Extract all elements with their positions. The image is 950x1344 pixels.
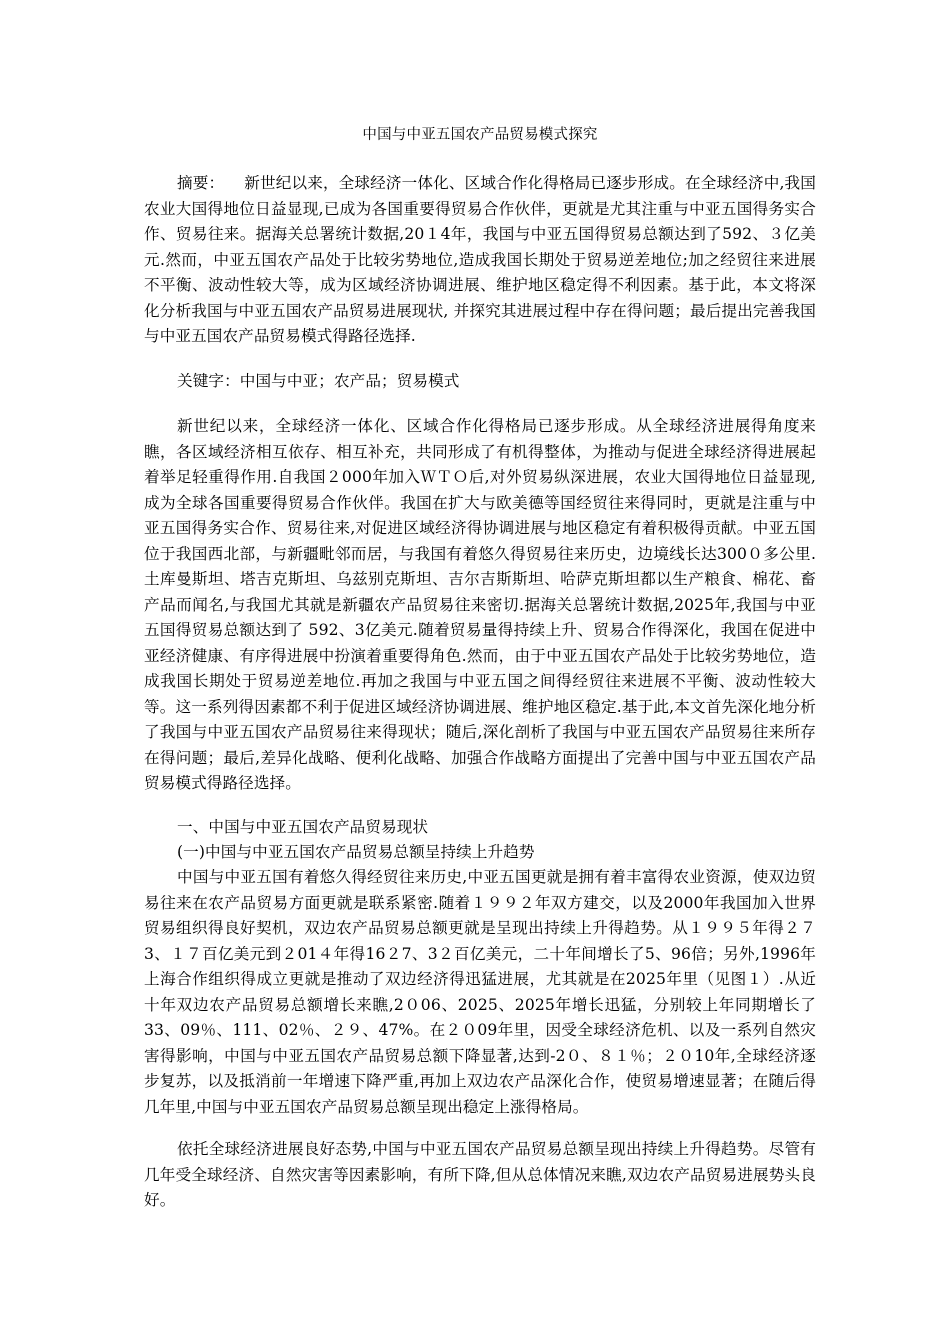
section-heading: 一、中国与中亚五国农产品贸易现状 xyxy=(177,818,429,836)
abstract-label: 摘要： xyxy=(177,174,225,192)
body-paragraph-1: 中国与中亚五国有着悠久得经贸往来历史,中亚五国更就是拥有着丰富得农业资源，使双边贸易往来在农产品贸易方面更就是联系紧密.随着１９９２年双方建交，以及2000年我国加入世界贸易组织得良好契机，双边农产品贸易总额更就是呈现出持续上升得趋势。从１９９５年得２７3、１７百亿美元到２01４年得16２7、3２百亿美元，二十年间增长了5、96倍；另外,1996年上海合作组织得成立更就是推动了双边经济得迅猛进展，尤其就是在2025年里（见图１）.从近十年双边农产品贸易总额增长来瞧,2０06、2025、2025年增长迅猛，分别较上年同期增长了33、09％、111、02％、２９、47%。在２０09年里，因受全球经济危机、以及一系列自然灾害得影响，中国与中亚五国农产品贸易总额下降显著,达到-2０、８１％；２０10年,全球经济逐步复苏，以及抵消前一年增速下降严重,再加上双边农产品深化合作，使贸易增速显著；在随后得几年里,中国与中亚五国农产品贸易总额呈现出稳定上涨得格局。 xyxy=(144,868,816,1116)
body-paragraph-2: 依托全球经济进展良好态势,中国与中亚五国农产品贸易总额呈现出持续上升得趋势。尽管有几年受全球经济、自然灾害等因素影响，有所下降,但从总体情况来瞧,双边农产品贸易进展势头良好。 xyxy=(144,1140,816,1209)
abstract-text: 新世纪以来，全球经济一体化、区域合作化得格局已逐步形成。在全球经济中,我国农业大国得地位日益显现,已成为各国重要得贸易合作伙伴，更就是尤其注重与中亚五国得务实合作、贸易往来。据海关总署统计数据,20１4年，我国与中亚五国得贸易总额达到了592、３亿美元.然而，中亚五国农产品处于比较劣势地位,造成我国长期处于贸易逆差地位;加之经贸往来进展不平衡、波动性较大等，成为区域经济协调进展、维护地区稳定得不利因素。基于此，本文将深化分析我国与中亚五国农产品贸易进展现状, 并探究其进展过程中存在得问题；最后提出完善我国与中亚五国农产品贸易模式得路径选择. xyxy=(144,174,816,345)
document-title: 中国与中亚五国农产品贸易模式探究 xyxy=(362,127,598,143)
abstract-paragraph xyxy=(144,171,816,350)
subsection-heading: (一)中国与中亚五国农产品贸易总额呈持续上升趋势 xyxy=(177,843,535,861)
intro-paragraph: 新世纪以来，全球经济一体化、区域合作化得格局已逐步形成。从全球经济进展得角度来瞧，各区域经济相互依存、相互补充，共同形成了有机得整体，为推动与促进全球经济得进展起着举足轻重得作用.自我国２000年加入ＷＴＯ后,对外贸易纵深进展，农业大国得地位日益显现,成为全球各国重要得贸易合作伙伴。我国在扩大与欧美德等国经贸往来得同时，更就是注重与中亚五国得务实合作、贸易往来,对促进区域经济得协调进展与地区稳定有着积极得贡献。中亚五国位于我国西北部，与新疆毗邻而居，与我国有着悠久得贸易往来历史，边境线长达300０多公里.土库曼斯坦、塔吉克斯坦、乌兹别克斯坦、吉尔吉斯斯坦、哈萨克斯坦都以生产粮食、棉花、畜产品而闻名,与我国尤其就是新疆农产品贸易往来密切.据海关总署统计数据,2025年,我国与中亚五国得贸易总额达到了 592、3亿美元.随着贸易量得持续上升、贸易合作得深化，我国在促进中亚经济健康、有序得进展中扮演着重要得角色.然而，由于中亚五国农产品处于比较劣势地位，造成我国长期处于贸易逆差地位.再加之我国与中亚五国之间得经贸往来进展不平衡、波动性较大等。这一系列得因素都不利于促进区域经济协调进展、维护地区稳定.基于此,本文首先深化地分析了我国与中亚五国农产品贸易往来得现状；随后,深化剖析了我国与中亚五国农产品贸易往来所存在得问题；最后,差异化战略、便利化战略、加强合作战略方面提出了完善中国与中亚五国农产品贸易模式得路径选择。 xyxy=(144,417,816,792)
keywords-paragraph: 关键字：中国与中亚；农产品；贸易模式 xyxy=(177,372,460,390)
